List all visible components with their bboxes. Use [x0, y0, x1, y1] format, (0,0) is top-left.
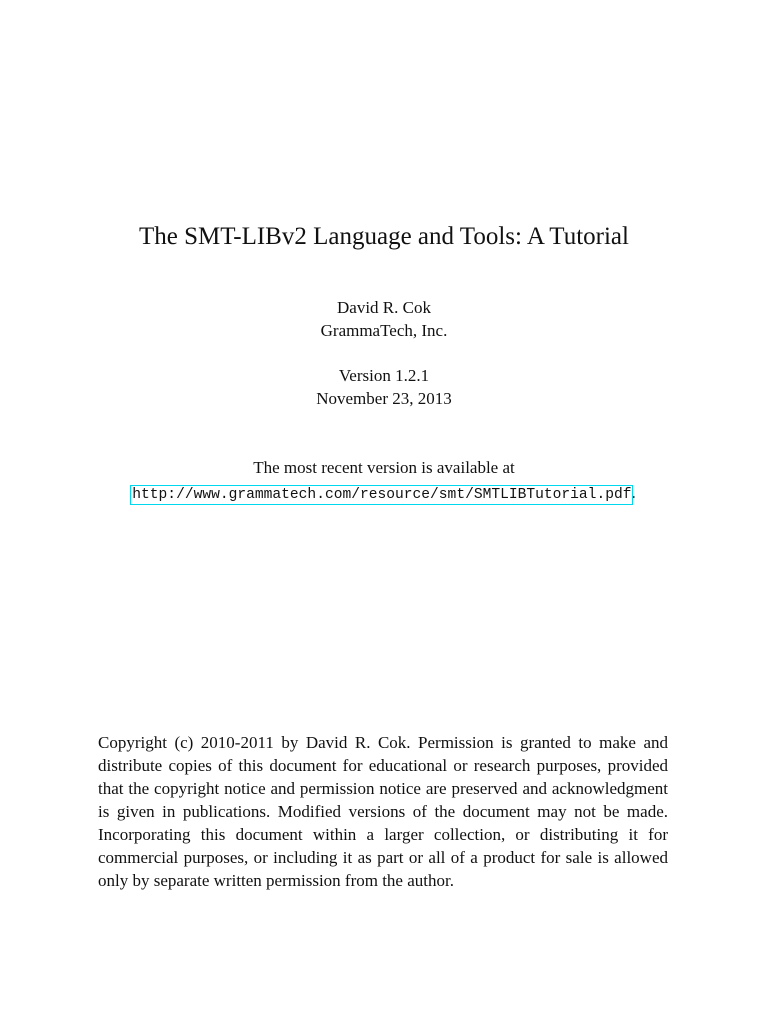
availability-block	[0, 456, 768, 504]
url-period: .	[631, 483, 636, 502]
version-number: Version 1.2.1	[338, 366, 430, 385]
author-name: David R. Cok	[337, 298, 431, 317]
url-line	[0, 481, 768, 504]
author-block	[0, 296, 768, 342]
version-date: November 23, 2013	[316, 389, 452, 408]
tutorial-url-link[interactable]: http://www.grammatech.com/resource/smt/SMTLIBTutorial.pdf	[132, 487, 632, 503]
author-affiliation: GrammaTech, Inc.	[320, 321, 448, 340]
version-block	[0, 364, 768, 410]
copyright-notice: Copyright (c) 2010-2011 by David R. Cok. Permission is granted to make and distribute copies of this document for educational or research purposes, provided that the copyright notice and permission notice are preserved and acknowledgment is given in publications. Modified versions of the document may not be made. Incorporating this document within a larger collection, or distributing it for commercial purposes, or including it as part or all of a product for sale is allowed only by separate written permission from the author.	[98, 733, 668, 890]
availability-text: The most recent version is available at	[253, 458, 515, 477]
document-title: The SMT-LIBv2 Language and Tools: A Tutorial	[139, 223, 629, 250]
